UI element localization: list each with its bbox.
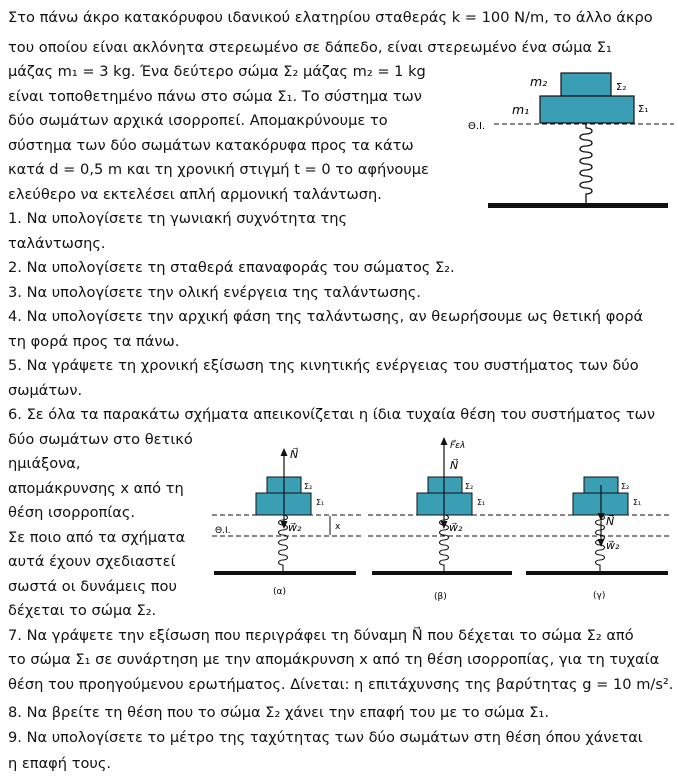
text-line-6: σύστημα των δύο σωμάτων κατακόρυφα προς τα κάτω xyxy=(8,137,414,154)
option-c-caption: (γ) xyxy=(593,591,606,601)
text-line-25: δέχεται το σώμα Σ₂. xyxy=(8,602,157,619)
text-line-11: 2. Να υπολογίσετε τη σταθερά επαναφοράς του σώματος Σ₂. xyxy=(8,259,455,276)
option-a-label-x: x xyxy=(335,522,341,532)
options-figure xyxy=(210,432,672,604)
option-c-figure xyxy=(520,477,670,601)
option-b-caption: (β) xyxy=(434,592,447,602)
option-b-label-W: w⃗₂ xyxy=(449,521,463,534)
option-b-label-s2: Σ₂ xyxy=(465,482,474,491)
option-c-label-N: N⃗ xyxy=(606,515,615,528)
text-line-29: 8. Να βρείτε τη θέση που το σώμα Σ₂ χάνει την επαφή του με το σώμα Σ₁. xyxy=(8,704,549,721)
option-b-label-F: F⃗ελ xyxy=(450,441,466,451)
option-a-figure xyxy=(212,447,362,597)
text-line-26: 7. Να γράψετε την εξίσωση που περιγράφει τη δύναμη N⃗ που δέχεται το σώμα Σ₂ από xyxy=(8,627,634,644)
option-b-label-N: N⃗ xyxy=(450,459,459,472)
option-b-figure xyxy=(368,437,516,602)
option-b-elastic-arrowhead xyxy=(441,437,448,445)
body-s1-block xyxy=(540,96,634,123)
label-m1: m₁ xyxy=(512,102,530,117)
label-s2: Σ₂ xyxy=(616,82,627,93)
option-a-label-s1: Σ₁ xyxy=(316,498,325,507)
option-b-floor xyxy=(372,571,512,575)
text-line-28: θέση του προηγούμενου ερωτήματος. Δίνεται: η επιτάχυνσης της βαρύτητας g = 10 m/s². xyxy=(8,676,674,693)
option-c-label-s2: Σ₂ xyxy=(621,482,630,491)
text-line-16: σωμάτων. xyxy=(8,382,83,399)
text-line-3: μάζας m₁ = 3 kg. Ένα δεύτερο σώμα Σ₂ μάζας m₂ = 1 kg xyxy=(8,63,426,80)
text-line-17: 6. Σε όλα τα παρακάτω σχήματα απεικονίζεται η ίδια τυχαία θέση του συστήματος των xyxy=(8,406,656,423)
floor xyxy=(488,203,668,208)
option-b-label-s1: Σ₁ xyxy=(477,498,486,507)
text-line-15: 5. Να γράψετε τη χρονική εξίσωση της κινητικής ενέργειας του συστήματος των δύο xyxy=(8,357,639,374)
label-m2: m₂ xyxy=(530,74,548,89)
option-a-label-s2: Σ₂ xyxy=(304,482,313,491)
label-eq: Θ.Ι. xyxy=(468,121,486,132)
text-line-7: κατά d = 0,5 m και τη χρονική στιγμή t = 0 το αφήνουμε xyxy=(8,161,429,178)
option-a-floor xyxy=(214,571,356,575)
text-line-23: αυτά έχουν σχεδιαστεί xyxy=(8,553,176,570)
text-line-14: τη φορά προς τα πάνω. xyxy=(8,333,180,350)
text-line-4: είναι τοποθετημένο πάνω στο σώμα Σ₁. Το σύστημα των xyxy=(8,88,422,105)
text-line-30: 9. Να υπολογίσετε το μέτρο της ταχύτητας των δύο σωμάτων στη θέση όπου χάνεται xyxy=(8,729,643,746)
option-a-label-eq: Θ.Ι. xyxy=(215,526,231,536)
text-line-20: απομάκρυνσης x από τη xyxy=(8,480,184,497)
text-line-2: του οποίου είναι ακλόνητα στερεωμένο σε δάπεδο, είναι στερεωμένο ένα σώμα Σ₁ xyxy=(8,39,612,56)
spring xyxy=(580,123,592,204)
option-c-label-s1: Σ₁ xyxy=(633,498,642,507)
text-line-1: Στο πάνω άκρο κατακόρυφου ιδανικού ελατηρίου σταθεράς k = 100 N/m, το άλλο άκρο xyxy=(8,9,653,26)
text-line-27: το σώμα Σ₁ σε συνάρτηση με την απομάκρυνση x από τη θέση ισορροπίας, για τη τυχαία xyxy=(8,651,660,668)
text-line-5: δύο σωμάτων αρχικά ισορροπεί. Απομακρύνουμε το xyxy=(8,112,388,129)
option-b-s2-block xyxy=(428,477,462,493)
text-line-31: η επαφή τους. xyxy=(8,755,112,772)
main-spring-figure xyxy=(466,62,676,222)
text-line-13: 4. Να υπολογίσετε την αρχική φάση της ταλάντωσης, αν θεωρήσουμε ως θετική φορά xyxy=(8,308,644,325)
text-line-8: ελεύθερο να εκτελέσει απλή αρμονική ταλάντωση. xyxy=(8,186,382,203)
label-s1: Σ₁ xyxy=(638,104,649,115)
text-line-19: ημιάξονα, xyxy=(8,455,81,472)
option-a-label-W: w⃗₂ xyxy=(288,521,302,534)
text-line-12: 3. Να υπολογίσετε την ολική ενέργεια της ταλάντωσης. xyxy=(8,284,421,301)
text-line-10: ταλάντωσης. xyxy=(8,235,106,252)
body-s2-block xyxy=(561,73,611,96)
text-line-24: σωστά οι δυνάμεις που xyxy=(8,578,177,595)
option-a-label-N: N⃗ xyxy=(290,448,299,461)
option-a-caption: (α) xyxy=(273,587,286,597)
option-c-label-W: w⃗₂ xyxy=(606,539,620,552)
option-c-floor xyxy=(526,571,668,575)
text-line-21: θέση ισορροπίας. xyxy=(8,504,136,521)
option-a-normal-arrowhead xyxy=(281,448,288,456)
text-line-22: Σε ποιο από τα σχήματα xyxy=(8,529,186,546)
text-line-9: 1. Να υπολογίσετε τη γωνιακή συχνότητα της xyxy=(8,210,348,227)
text-line-18: δύο σωμάτων στο θετικό xyxy=(8,431,193,448)
